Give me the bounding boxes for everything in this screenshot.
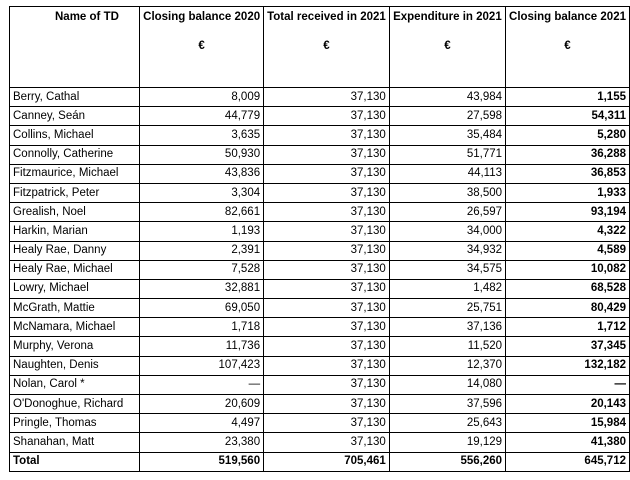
closing-2021-cell: 20,143 xyxy=(506,395,630,414)
received-2021-cell: 37,130 xyxy=(264,337,390,356)
closing-2020-cell: 2,391 xyxy=(140,241,264,260)
table-row xyxy=(10,183,630,202)
td-name-cell: Connolly, Catherine xyxy=(10,145,140,164)
header-closing-2021 xyxy=(506,7,630,88)
td-name-cell: Harkin, Marian xyxy=(10,222,140,241)
total-closing-2021: 645,712 xyxy=(506,452,630,471)
td-name-cell: Lowry, Michael xyxy=(10,279,140,298)
table-row xyxy=(10,318,630,337)
currency-symbol: € xyxy=(323,40,330,52)
table-row xyxy=(10,203,630,222)
td-name-cell: Collins, Michael xyxy=(10,126,140,145)
table-row xyxy=(10,222,630,241)
expenditure-2021-cell: 44,113 xyxy=(389,164,505,183)
received-2021-cell: 37,130 xyxy=(264,318,390,337)
header-closing-2021-label: Closing balance 2021 xyxy=(509,11,626,23)
received-2021-cell: 37,130 xyxy=(264,126,390,145)
td-name-cell: Grealish, Noel xyxy=(10,203,140,222)
header-expenditure-2021-label: Expenditure in 2021 xyxy=(393,11,502,23)
closing-2020-cell: 8,009 xyxy=(140,88,264,107)
closing-2021-cell: 10,082 xyxy=(506,260,630,279)
closing-2021-cell: 68,528 xyxy=(506,279,630,298)
expenditure-2021-cell: 37,596 xyxy=(389,395,505,414)
total-row xyxy=(10,452,630,471)
closing-2021-cell: 36,288 xyxy=(506,145,630,164)
expenditure-2021-cell: 34,575 xyxy=(389,260,505,279)
received-2021-cell: 37,130 xyxy=(264,88,390,107)
header-name xyxy=(10,7,140,88)
table-row xyxy=(10,241,630,260)
closing-2020-cell: 50,930 xyxy=(140,145,264,164)
table-row xyxy=(10,337,630,356)
received-2021-cell: 37,130 xyxy=(264,260,390,279)
total-closing-2020: 519,560 xyxy=(140,452,264,471)
closing-2021-cell: 37,345 xyxy=(506,337,630,356)
table-row xyxy=(10,414,630,433)
received-2021-cell: 37,130 xyxy=(264,107,390,126)
closing-2020-cell: 20,609 xyxy=(140,395,264,414)
expenditure-2021-cell: 37,136 xyxy=(389,318,505,337)
closing-2020-cell: 7,528 xyxy=(140,260,264,279)
td-name-cell: O'Donoghue, Richard xyxy=(10,395,140,414)
header-received-2021 xyxy=(264,7,390,88)
closing-2020-cell: 4,497 xyxy=(140,414,264,433)
expenditure-2021-cell: 11,520 xyxy=(389,337,505,356)
closing-2020-cell: 69,050 xyxy=(140,299,264,318)
table-row xyxy=(10,164,630,183)
closing-2021-cell: 1,933 xyxy=(506,183,630,202)
closing-2020-cell: 32,881 xyxy=(140,279,264,298)
table-row xyxy=(10,433,630,452)
expenditure-2021-cell: 25,643 xyxy=(389,414,505,433)
closing-2021-cell: — xyxy=(506,375,630,394)
received-2021-cell: 37,130 xyxy=(264,433,390,452)
received-2021-cell: 37,130 xyxy=(264,299,390,318)
closing-2021-cell: 54,311 xyxy=(506,107,630,126)
table-row xyxy=(10,299,630,318)
closing-2021-cell: 36,853 xyxy=(506,164,630,183)
closing-2021-cell: 5,280 xyxy=(506,126,630,145)
expenditure-2021-cell: 1,482 xyxy=(389,279,505,298)
closing-2020-cell: 43,836 xyxy=(140,164,264,183)
header-expenditure-2021 xyxy=(389,7,505,88)
received-2021-cell: 37,130 xyxy=(264,145,390,164)
total-received-2021: 705,461 xyxy=(264,452,390,471)
expenditure-2021-cell: 34,932 xyxy=(389,241,505,260)
td-name-cell: Shanahan, Matt xyxy=(10,433,140,452)
td-name-cell: McGrath, Mattie xyxy=(10,299,140,318)
total-label: Total xyxy=(10,452,140,471)
closing-2021-cell: 41,380 xyxy=(506,433,630,452)
closing-2021-cell: 15,984 xyxy=(506,414,630,433)
td-name-cell: Fitzmaurice, Michael xyxy=(10,164,140,183)
table-row xyxy=(10,375,630,394)
closing-2021-cell: 132,182 xyxy=(506,356,630,375)
received-2021-cell: 37,130 xyxy=(264,203,390,222)
expenditure-2021-cell: 38,500 xyxy=(389,183,505,202)
expenditure-2021-cell: 34,000 xyxy=(389,222,505,241)
header-name-label: Name of TD xyxy=(55,11,119,23)
currency-symbol: € xyxy=(444,40,451,52)
table-row xyxy=(10,126,630,145)
received-2021-cell: 37,130 xyxy=(264,241,390,260)
closing-2020-cell: 11,736 xyxy=(140,337,264,356)
td-name-cell: Canney, Seán xyxy=(10,107,140,126)
header-closing-2020 xyxy=(140,7,264,88)
closing-2020-cell: 82,661 xyxy=(140,203,264,222)
currency-symbol: € xyxy=(564,40,571,52)
closing-2021-cell: 4,589 xyxy=(506,241,630,260)
expenditure-2021-cell: 12,370 xyxy=(389,356,505,375)
td-name-cell: Berry, Cathal xyxy=(10,88,140,107)
received-2021-cell: 37,130 xyxy=(264,356,390,375)
received-2021-cell: 37,130 xyxy=(264,164,390,183)
expenditure-2021-cell: 27,598 xyxy=(389,107,505,126)
expenditure-2021-cell: 26,597 xyxy=(389,203,505,222)
received-2021-cell: 37,130 xyxy=(264,279,390,298)
closing-2020-cell: 1,193 xyxy=(140,222,264,241)
table-row xyxy=(10,356,630,375)
closing-2021-cell: 1,155 xyxy=(506,88,630,107)
td-name-cell: Murphy, Verona xyxy=(10,337,140,356)
td-name-cell: Healy Rae, Michael xyxy=(10,260,140,279)
td-name-cell: Naughten, Denis xyxy=(10,356,140,375)
currency-symbol: € xyxy=(198,40,205,52)
td-name-cell: Pringle, Thomas xyxy=(10,414,140,433)
closing-2021-cell: 1,712 xyxy=(506,318,630,337)
received-2021-cell: 37,130 xyxy=(264,375,390,394)
header-closing-2020-label: Closing balance 2020 xyxy=(143,11,261,23)
table-row xyxy=(10,260,630,279)
header-row xyxy=(10,7,630,88)
table-row xyxy=(10,145,630,164)
td-balances-table xyxy=(9,6,630,472)
closing-2020-cell: 23,380 xyxy=(140,433,264,452)
closing-2020-cell: — xyxy=(140,375,264,394)
closing-2020-cell: 3,304 xyxy=(140,183,264,202)
closing-2020-cell: 3,635 xyxy=(140,126,264,145)
closing-2020-cell: 44,779 xyxy=(140,107,264,126)
table-row xyxy=(10,88,630,107)
td-name-cell: Fitzpatrick, Peter xyxy=(10,183,140,202)
received-2021-cell: 37,130 xyxy=(264,222,390,241)
td-name-cell: McNamara, Michael xyxy=(10,318,140,337)
expenditure-2021-cell: 51,771 xyxy=(389,145,505,164)
received-2021-cell: 37,130 xyxy=(264,183,390,202)
expenditure-2021-cell: 19,129 xyxy=(389,433,505,452)
closing-2020-cell: 107,423 xyxy=(140,356,264,375)
closing-2021-cell: 4,322 xyxy=(506,222,630,241)
table-row xyxy=(10,107,630,126)
closing-2020-cell: 1,718 xyxy=(140,318,264,337)
expenditure-2021-cell: 25,751 xyxy=(389,299,505,318)
table-row xyxy=(10,279,630,298)
received-2021-cell: 37,130 xyxy=(264,395,390,414)
expenditure-2021-cell: 14,080 xyxy=(389,375,505,394)
header-received-2021-label: Total received in 2021 xyxy=(267,11,386,23)
td-name-cell: Nolan, Carol * xyxy=(10,375,140,394)
table-body xyxy=(10,88,630,453)
table-row xyxy=(10,395,630,414)
td-name-cell: Healy Rae, Danny xyxy=(10,241,140,260)
total-expenditure-2021: 556,260 xyxy=(389,452,505,471)
closing-2021-cell: 80,429 xyxy=(506,299,630,318)
expenditure-2021-cell: 35,484 xyxy=(389,126,505,145)
closing-2021-cell: 93,194 xyxy=(506,203,630,222)
received-2021-cell: 37,130 xyxy=(264,414,390,433)
expenditure-2021-cell: 43,984 xyxy=(389,88,505,107)
